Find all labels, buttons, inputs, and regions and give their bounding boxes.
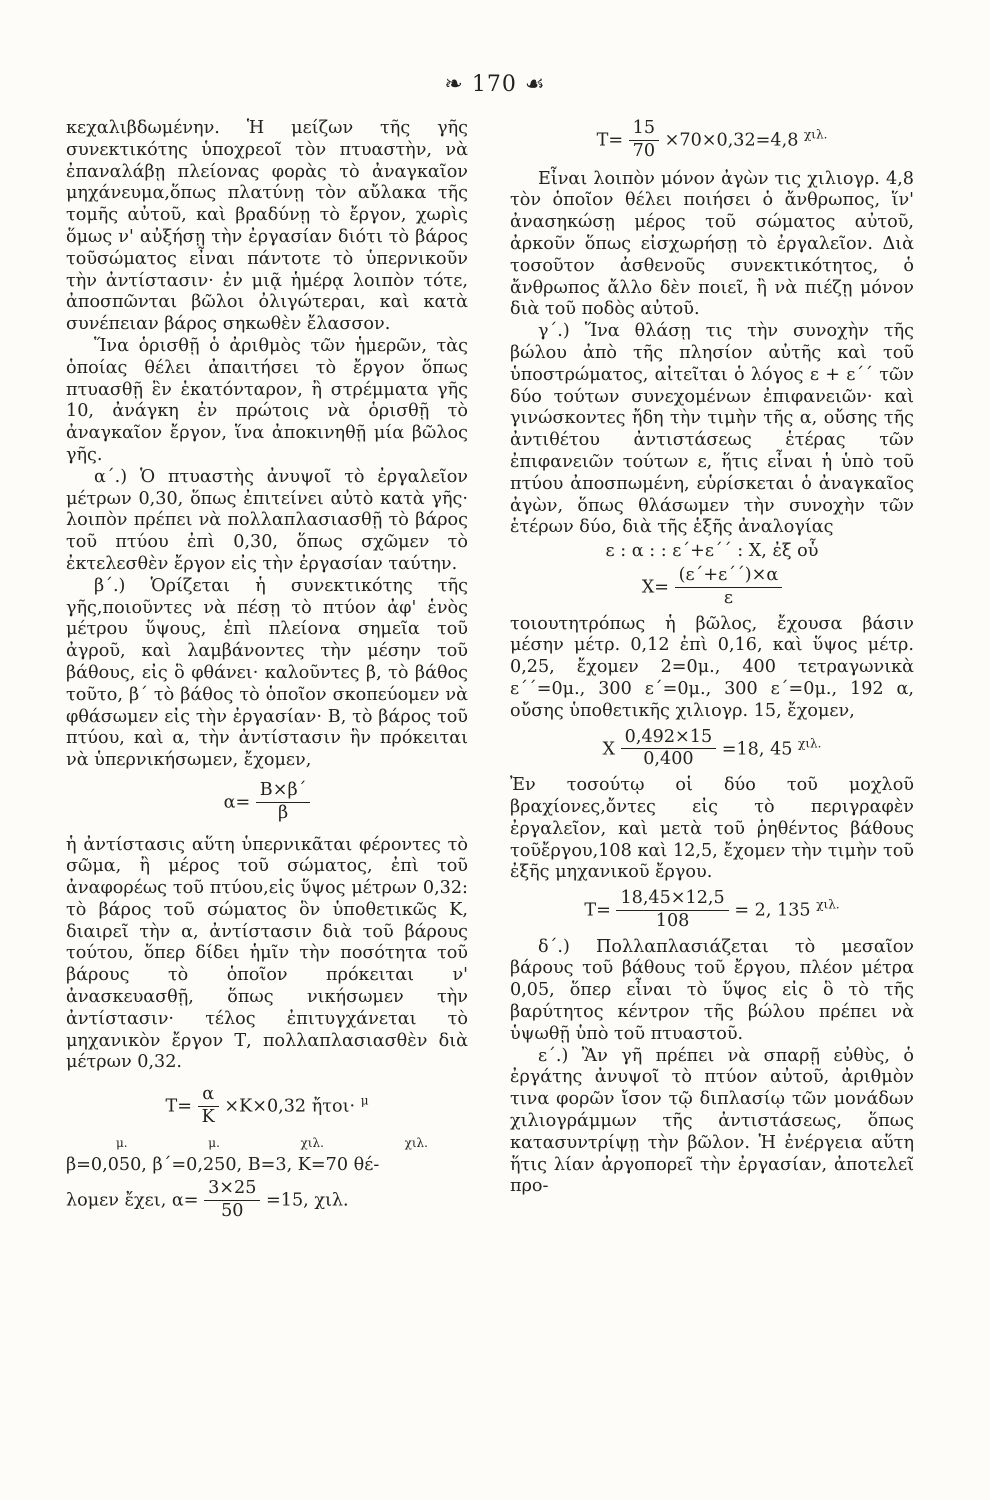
unit-label: χιλ. <box>804 127 828 142</box>
paragraph: κεχαλιβδωμένην. Ἡ μείζων τῆς γῆς συνεκτικότης ὑποχρεοῖ τὸν πτυαστὴν, νὰ ἐπαναλάβῃ πλείονας φορὰς τὸ ἀναγκαῖον μηχάνευμα,ὅπως πλατύνῃ τὸν αὔλακα τῆς τομῆς αὐτοῦ, καὶ βραδύνῃ τὸ ἔργον, χωρὶς ὅμως ν' αὐξήσῃ τὴν ἐργασίαν διότι τὸ βάρος τοῦσώματος εἶναι πάντοτε τὸ ὑπερνικοῦν τὴν ἀντίστασιν· ἐν μιᾷ ἡμέρᾳ λοιπὸν τότε, ἀποσπῶνται βῶλοι ὀλιγώτεραι, καὶ κατὰ συνέπειαν βάρος σηκωθὲν ἔλασσον. <box>66 118 468 335</box>
numerator: 3×25 <box>204 1178 260 1201</box>
fraction <box>256 780 311 825</box>
formula-prefix: λομεν ἔχει, α= <box>66 1190 199 1211</box>
unit-label: χιλ. <box>404 1135 428 1150</box>
formula-rest: ×Κ×0,32 ἤτοι· <box>224 1096 356 1117</box>
numerator: 18,45×12,5 <box>616 888 728 911</box>
denominator: ε <box>723 587 733 608</box>
fraction <box>198 1084 219 1129</box>
right-column <box>510 118 914 1198</box>
formula-X <box>510 565 914 610</box>
numerator: 15 <box>629 118 659 141</box>
denominator: 108 <box>655 910 690 931</box>
numerator: α <box>198 1084 219 1107</box>
left-column <box>66 118 468 1225</box>
paragraph: γ΄.) Ἵνα θλάσῃ τις τὴν συνοχὴν τῆς βώλου ἀπὸ τῆς πλησίον αὐτῆς καὶ τοῦ ὑποστρώματος, αἰτεῖται ὁ λόγος ε + ε΄΄ τῶν δύο τούτων συνεχομένων ἐπιφανειῶν· καὶ γινώσκοντες ἤδη τὴν τιμὴν τῆς α, οὔσης τῆς ἀντιθέτου ἀντιστάσεως ἑτέρας τῶν ἐπιφανειῶν τούτων ε, ἥτις εἶναι ἡ ὑπὸ τοῦ πτύου ἀποσπωμένη, εὑρίσκεται ὁ ἀναγκαῖος ἀγὼν, ὅπως θλάσωμεν τὴν συνοχὴν τῶν ἑτέρων δύο, διὰ τῆς ἑξῆς ἀναλογίας <box>510 321 914 538</box>
paragraph: β΄.) Ὁρίζεται ἡ συνεκτικότης τῆς γῆς,ποιοῦντες νὰ πέσῃ τὸ πτύον ἀφ' ἑνὸς μέτρου ὕψους, ἐπὶ πλείονα σημεῖα τοῦ ἀγροῦ, καὶ λαμβάνοντες τὴν μέσην τοῦ βάθους, εἰς ὃ φθάνει· καλοῦντες β, τὸ βάθος τοῦτο, β΄ τὸ βάθος τὸ ὁποῖον σκοπεύομεν νὰ φθάσωμεν εἰς τὴν ἐργασίαν· Β, τὸ βάρος τοῦ πτύου, καὶ α, τὴν ἀντίστασιν ἣν πρόκειται νὰ ὑπερνικήσωμεν, ἔχομεν, <box>66 575 468 771</box>
formula-T-work <box>510 888 914 933</box>
page-number: ❧ 170 ☙ <box>444 72 546 97</box>
denominator: β <box>278 802 289 823</box>
paragraph: Ἐν τοσούτῳ οἱ δύο τοῦ μοχλοῦ βραχίονες,ὄντες εἰς τὸ περιγραφὲν ἐργαλεῖον, καὶ μετὰ τοῦ ῥηθέντος βάθους τοῦἔργου,108 καὶ 12,5, ἔχομεν τὴν τιμὴν τοῦ ἐξῆς μηχανικοῦ ἔργου. <box>510 775 914 883</box>
denominator: Κ <box>201 1107 215 1128</box>
fraction <box>621 727 717 772</box>
proportion: ε : α : : ε΄+ε΄΄ : Χ, ἐξ οὗ <box>605 541 819 562</box>
formula-alpha <box>66 780 468 825</box>
formula-lhs: Τ= <box>596 130 624 151</box>
formula-lhs: Τ= <box>165 1096 192 1117</box>
numerator: (ε΄+ε΄΄)×α <box>675 565 783 588</box>
formula-lhs: Χ <box>602 738 616 759</box>
unit-label: χιλ. <box>300 1135 324 1150</box>
fraction <box>675 565 783 610</box>
denominator: 50 <box>221 1201 244 1222</box>
paragraph: Ἵνα ὁρισθῇ ὁ ἀριθμὸς τῶν ἡμερῶν, τὰς ὁποίας θέλει ἀπαιτήσει τὸ ἔργον ὅπως πτυασθῇ ἓν ἑκατόνταρον, ἢ στρέμματα γῆς 10, ἀνάγκη ἐν πρώτοις νὰ ὁρισθῇ τὸ ἀναγκαῖον ἔργον, ἵνα ἀποκινηθῇ μία βῶλος γῆς. <box>66 335 468 465</box>
formula-lhs: Χ= <box>641 577 669 598</box>
fraction <box>629 118 659 163</box>
numerator: B×β΄ <box>256 780 311 803</box>
denominator: 70 <box>632 140 656 161</box>
unit-label: μ. <box>208 1135 220 1150</box>
numerator: 0,492×15 <box>621 727 717 750</box>
fraction <box>616 888 728 933</box>
unit-label: μ. <box>116 1135 128 1150</box>
formula-alpha-value <box>66 1178 468 1223</box>
fraction <box>204 1178 260 1223</box>
units-row <box>66 1133 468 1155</box>
formula-T <box>66 1084 468 1129</box>
formula-T-value <box>510 118 914 163</box>
paragraph: Εἶναι λοιπὸν μόνον ἀγὼν τις χιλιογρ. 4,8 τὸν ὁποῖον θέλει ποιήσει ὁ ἄνθρωπος, ἵν' ἀνασηκώσῃ μέρος τοῦ σώματος αὐτοῦ, ἀρκοῦν ὅπως εἰσχωρήσῃ τὸ ἐργαλεῖον. Διὰ τοσοῦτον ἀσθενοῦς συνεκτικότητος, ὁ ἄνθρωπος ἄλλο δὲν ποιεῖ, ἢ νὰ πιέζῃ μόνον διὰ τοῦ ποδὸς αὐτοῦ. <box>510 168 914 320</box>
formula-rest: =18, 45 <box>721 738 793 759</box>
formula-rest: = 2, 135 <box>734 900 811 921</box>
paragraph: δ΄.) Πολλαπλασιάζεται τὸ μεσαῖον βάρους τοῦ βάθους τοῦ ἔργου, πλέον μέτρα 0,05, ὅπερ εἶναι τὸ ὕψος εἰς ὃ τὸ τῆς βαρύτητος κέντρον τῆς βώλου πρέπει νὰ ὑψωθῇ ὑπὸ τοῦ πτυαστοῦ. <box>510 936 914 1044</box>
formula-X-value <box>510 727 914 772</box>
paragraph: ε΄.) Ἂν γῆ πρέπει νὰ σπαρῇ εὐθὺς, ὁ ἐργάτης ἀνυψοῖ τὸ πτύον αὐτοῦ, ἀριθμὸν τινα φορῶν ἴσον τῷ διπλασίῳ τῶν μονάδων χιλιογράμμων τῆς ἀντιστάσεως, ὅπως κατασυντρίψῃ τὴν βῶλον. Ἡ ἐνέργεια αὕτη ἥτις λίαν ἀργοπορεῖ τὴν ἐργασίαν, ἀποτελεῖ προ- <box>510 1045 914 1197</box>
formula-lhs: α= <box>223 792 251 813</box>
unit-label: χιλ. <box>798 735 822 750</box>
values-line: β=0,050, β΄=0,250, Β=3, Κ=70 θέ- <box>66 1154 380 1175</box>
formula-rest: =15, χιλ. <box>266 1190 349 1211</box>
unit-label: χιλ. <box>816 897 840 912</box>
paragraph: ἡ ἀντίστασις αὕτη ὑπερνικᾶται φέροντες τὸ σῶμα, ἢ μέρος τοῦ σώματος, ἐπὶ τοῦ ἀναφορέως τοῦ πτύου,εἰς ὕψος μέτρων 0,32: τὸ βάρος τοῦ σώματος ὃν ὑποθετικῶς Κ, διαιρεῖ τὴν α, ἀντίστασιν διὰ τοῦ βάρους τούτου, ὅπερ δίδει ἡμῖν τὴν ποσότητα τοῦ βάρους τὸ ὁποῖον πρόκειται ν' ἀνασκευασθῇ, ὅπως νικήσωμεν τὴν ἀντίστασιν· τέλος ἐπιτυγχάνεται τὸ μηχανικὸν ἔργον Τ, πολλαπλασιασθὲν διὰ μέτρων 0,32. <box>66 834 468 1073</box>
formula-lhs: Τ= <box>584 900 611 921</box>
formula-rest: ×70×0,32=4,8 <box>664 130 799 151</box>
unit-label: μ <box>360 1093 369 1108</box>
denominator: 0,400 <box>643 749 694 770</box>
paragraph: τοιουτητρόπως ἡ βῶλος, ἔχουσα βάσιν μέσην μέτρ. 0,12 ἐπὶ 0,16, καὶ ὕψος μέτρ. 0,25, ἔχομεν 2=0μ., 400 τετραγωνικὰ ε΄΄=0μ., 300 ε΄=0μ., 300 ε΄=0μ., 192 α, οὔσης ὑποθετικῆς χιλιογρ. 15, ἔχομεν, <box>510 613 914 721</box>
paragraph: α΄.) Ὁ πτυαστὴς ἀνυψοῖ τὸ ἐργαλεῖον μέτρων 0,30, ὅπως ἐπιτείνει αὐτὸ κατὰ γῆς· λοιπὸν πρέπει νὰ πολλαπλασιασθῇ τὸ βάρος τοῦ πτύου ἐπὶ 0,30, ὅπως σχῶμεν τὸ ἐκτελεσθὲν ἔργον εἰς τὴν ἐργασίαν ταύτην. <box>66 466 468 574</box>
